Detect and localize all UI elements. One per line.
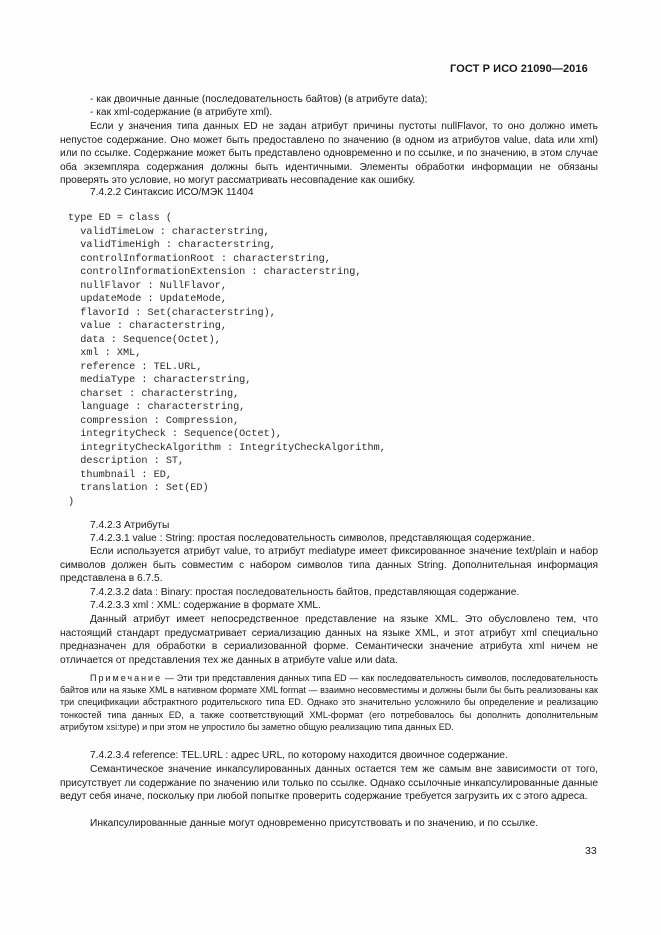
code-line: language : characterstring, — [68, 402, 246, 413]
intro-paragraph: Если у значения типа данных ED не задан атрибут причины пустоты nullFlavor, то оно должно иметь непустое содержание. Оно может быть предоставлено по значению (в одном из атрибутов value, data или xml) или по ссылке. Содержание может быть представлено одновременно и по ссылке, и по значению, в этом случае оба экземпляра содержания должны быть идентичными. Элементы обработки информации не обязаны проверять это условие, но могут рассматривать несовпадение как ошибку. — [60, 121, 598, 187]
code-line: compression : Compression, — [68, 415, 240, 427]
value-attribute-definition: 7.4.2.3.1 value : String: простая последовательность символов, представляющая содержание. — [90, 533, 535, 544]
code-line: charset : characterstring, — [68, 388, 240, 400]
section-syntax-heading: 7.4.2.2 Синтаксис ИСО/МЭК 11404 — [90, 187, 254, 198]
code-line: controlInformationExtension : characterstring, — [68, 267, 362, 278]
value-attribute-paragraph: Если используется атрибут value, то атрибут mediatype имеет фиксированное значение text/plain и набор символов должен быть совместим с набором символов типа данных String. Дополнительная информация представлена в 6.7.5. — [60, 546, 598, 585]
code-line: flavorId : Set(characterstring), — [68, 307, 276, 319]
code-line: thumbnail : ED, — [68, 469, 172, 481]
code-line: validTimeLow : characterstring, — [68, 226, 270, 238]
code-line: ) — [68, 496, 75, 508]
code-line: xml : XML, — [68, 348, 142, 359]
code-line: data : Sequence(Octet), — [68, 334, 221, 346]
code-line: description : ST, — [68, 456, 185, 467]
code-line: type ED = class ( — [68, 213, 172, 224]
attributes-heading: 7.4.2.3 Атрибуты — [90, 520, 170, 531]
code-line: validTimeHigh : characterstring, — [68, 240, 276, 251]
code-line: reference : TEL.URL, — [68, 361, 203, 373]
code-line: translation : Set(ED) — [68, 483, 209, 494]
final-paragraph: Инкапсулированные данные могут одновременно присутствовать и по значению, и по ссылке. — [90, 818, 539, 829]
bullet-xml: - как xml-содержание (в атрибуте xml). — [90, 107, 273, 118]
note-block — [60, 672, 598, 733]
xml-attribute-paragraph: Данный атрибут имеет непосредственное представление на языке XML. Это обусловлено тем, что настоящий стандарт предусматривает сериализацию данных на языке XML, и этот атрибут xml специально предназначен для обработки в сериализованной форме. Семантически значение атрибута xml ничем не отличается от представления тех же данных в атрибуте value или data. — [60, 614, 598, 666]
reference-attribute-paragraph: Семантическое значение инкапсулированных данных остается тем же самым вне зависимости от того, присутствует ли содержание по значению или только по ссылке. Однако ссылочные инкапсулированные данные ведут себя иначе, поскольку при любой попытке проверить содержание требуется загрузить их с этого адреса. — [60, 764, 598, 803]
note-label: Примечание — [90, 673, 163, 683]
code-line: integrityCheck : Sequence(Octet), — [68, 429, 282, 440]
reference-attribute-definition: 7.4.2.3.4 reference: TEL.URL : адрес URL, по которому находится двоичное содержание. — [90, 750, 508, 761]
code-line: updateMode : UpdateMode, — [68, 294, 227, 305]
code-line: controlInformationRoot : characterstring, — [68, 253, 331, 265]
bullet-binary: - как двоичные данные (последовательность байтов) (в атрибуте data); — [90, 94, 428, 105]
data-attribute-definition: 7.4.2.3.2 data : Binary: простая последовательность байтов, представляющая содержание. — [90, 587, 520, 598]
page-number: 33 — [585, 845, 597, 857]
note-text: — Эти три представления данных типа ED — как последовательность символов, последовательность байтов или на языке XML в нативном формате XML format — взаимно несовместимы и должны были бы быть реализованы как три спецификации абстрактного родительского типа ED. Однако это значительно усложнило бы определение и реализацию тонкостей типа данных ED, а также соответствующий XML-формат (его потребовалось бы дополнить дополнительным атрибутом xsi:type) и при этом не упростило бы заметно общую реализацию типа данных ED. — [60, 673, 598, 732]
iso11404-code-block — [68, 212, 386, 509]
standard-header: ГОСТ Р ИСО 21090—2016 — [450, 63, 588, 75]
code-line: integrityCheckAlgorithm : IntegrityCheckAlgorithm, — [68, 442, 386, 454]
code-line: mediaType : characterstring, — [68, 375, 252, 386]
code-line: value : characterstring, — [68, 321, 227, 332]
code-line: nullFlavor : NullFlavor, — [68, 280, 227, 292]
xml-attribute-definition: 7.4.2.3.3 xml : XML: содержание в формате XML. — [90, 600, 321, 611]
